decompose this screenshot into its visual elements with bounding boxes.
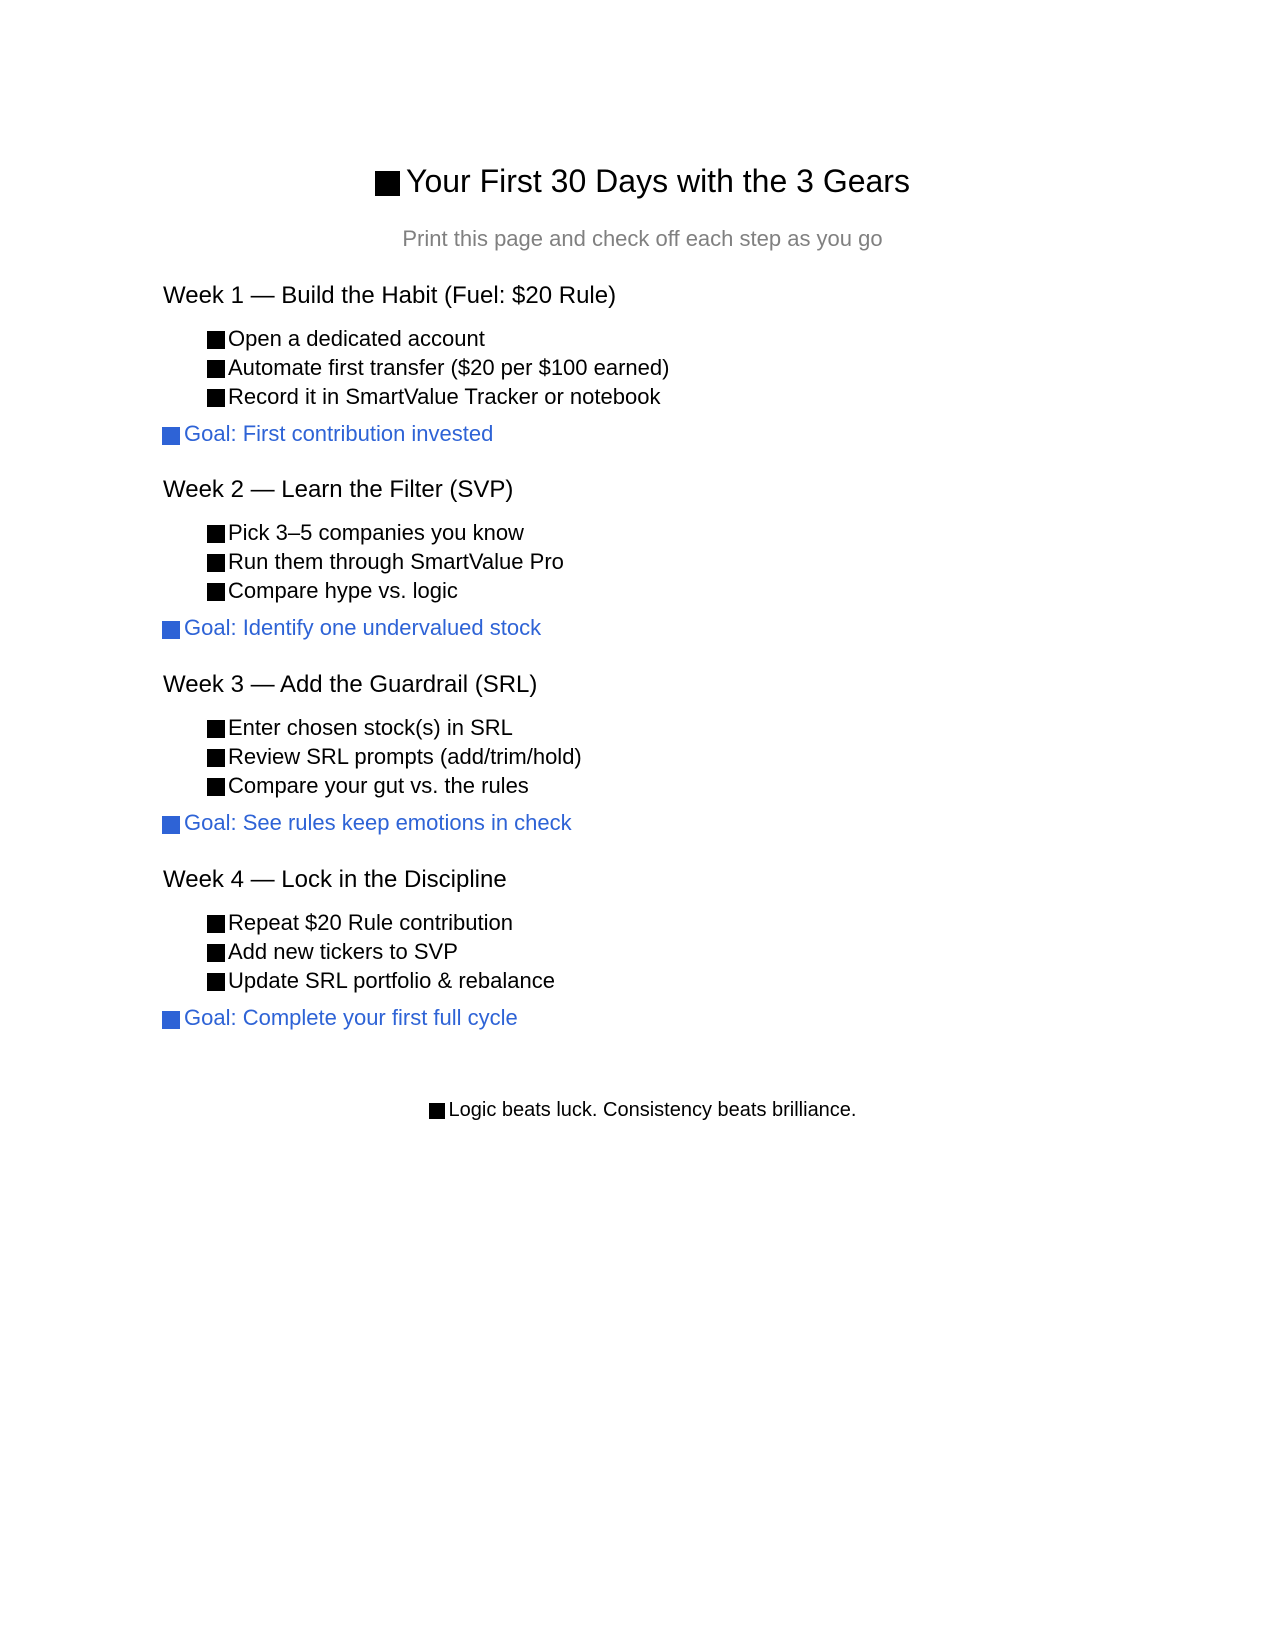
footer-motto: Logic beats luck. Consistency beats brilliance. <box>448 1099 857 1121</box>
task-label: Update SRL portfolio & rebalance <box>228 968 555 993</box>
week-heading: Week 1 — Build the Habit (Fuel: $20 Rule) <box>163 282 617 309</box>
black-square-icon <box>207 525 225 543</box>
week-goal <box>162 809 1163 837</box>
black-square-icon <box>207 915 225 933</box>
black-square-icon <box>207 749 225 767</box>
task-label: Record it in SmartValue Tracker or notebook <box>228 384 661 409</box>
footer-row <box>0 1098 1275 1125</box>
task-item <box>207 937 1163 966</box>
task-item <box>207 742 1163 771</box>
task-label: Open a dedicated account <box>228 326 485 351</box>
task-item <box>207 382 1163 411</box>
task-list <box>163 713 1163 800</box>
task-list <box>163 518 1163 605</box>
task-item <box>207 353 1163 382</box>
task-item <box>207 713 1163 742</box>
goal-label: Goal: Complete your first full cycle <box>184 1005 518 1030</box>
blue-square-icon <box>162 1011 180 1029</box>
black-square-icon <box>207 554 225 572</box>
week-section-2 <box>163 476 1163 642</box>
task-list <box>163 908 1163 995</box>
week-goal <box>162 1004 1163 1032</box>
black-square-icon <box>207 778 225 796</box>
task-item <box>207 908 1163 937</box>
black-square-icon <box>207 331 225 349</box>
black-square-icon <box>207 583 225 601</box>
blue-square-icon <box>162 621 180 639</box>
task-label: Run them through SmartValue Pro <box>228 549 564 574</box>
black-square-icon <box>207 389 225 407</box>
page-title: Your First 30 Days with the 3 Gears <box>406 163 910 199</box>
task-label: Compare your gut vs. the rules <box>228 773 529 798</box>
blue-square-icon <box>162 427 180 445</box>
week-section-3 <box>163 671 1163 837</box>
task-item <box>207 771 1163 800</box>
blue-square-icon <box>162 816 180 834</box>
task-label: Add new tickers to SVP <box>228 939 458 964</box>
task-item <box>207 547 1163 576</box>
task-label: Compare hype vs. logic <box>228 578 458 603</box>
task-label: Enter chosen stock(s) in SRL <box>228 715 513 740</box>
black-square-icon <box>207 973 225 991</box>
black-square-icon <box>207 944 225 962</box>
task-label: Automate first transfer ($20 per $100 earned) <box>228 355 670 380</box>
week-goal <box>162 614 1163 642</box>
black-square-icon <box>207 720 225 738</box>
task-item <box>207 518 1163 547</box>
week-goal <box>162 420 1163 448</box>
task-item <box>207 324 1163 353</box>
task-item <box>207 966 1163 995</box>
task-label: Pick 3–5 companies you know <box>228 520 524 545</box>
black-square-icon <box>375 171 400 196</box>
task-label: Review SRL prompts (add/trim/hold) <box>228 744 582 769</box>
black-square-icon <box>429 1103 445 1119</box>
goal-label: Goal: Identify one undervalued stock <box>184 615 542 640</box>
week-section-4 <box>163 866 1163 1032</box>
task-item <box>207 576 1163 605</box>
week-section-1 <box>163 282 1163 448</box>
task-list <box>163 324 1163 411</box>
black-square-icon <box>207 360 225 378</box>
week-heading: Week 4 — Lock in the Discipline <box>163 866 507 893</box>
week-heading: Week 3 — Add the Guardrail (SRL) <box>163 671 538 698</box>
title-row <box>0 162 1275 204</box>
task-label: Repeat $20 Rule contribution <box>228 910 513 935</box>
goal-label: Goal: See rules keep emotions in check <box>184 810 572 835</box>
page-subtitle: Print this page and check off each step as you go <box>402 226 883 251</box>
week-heading: Week 2 — Learn the Filter (SVP) <box>163 476 514 503</box>
goal-label: Goal: First contribution invested <box>184 421 494 446</box>
